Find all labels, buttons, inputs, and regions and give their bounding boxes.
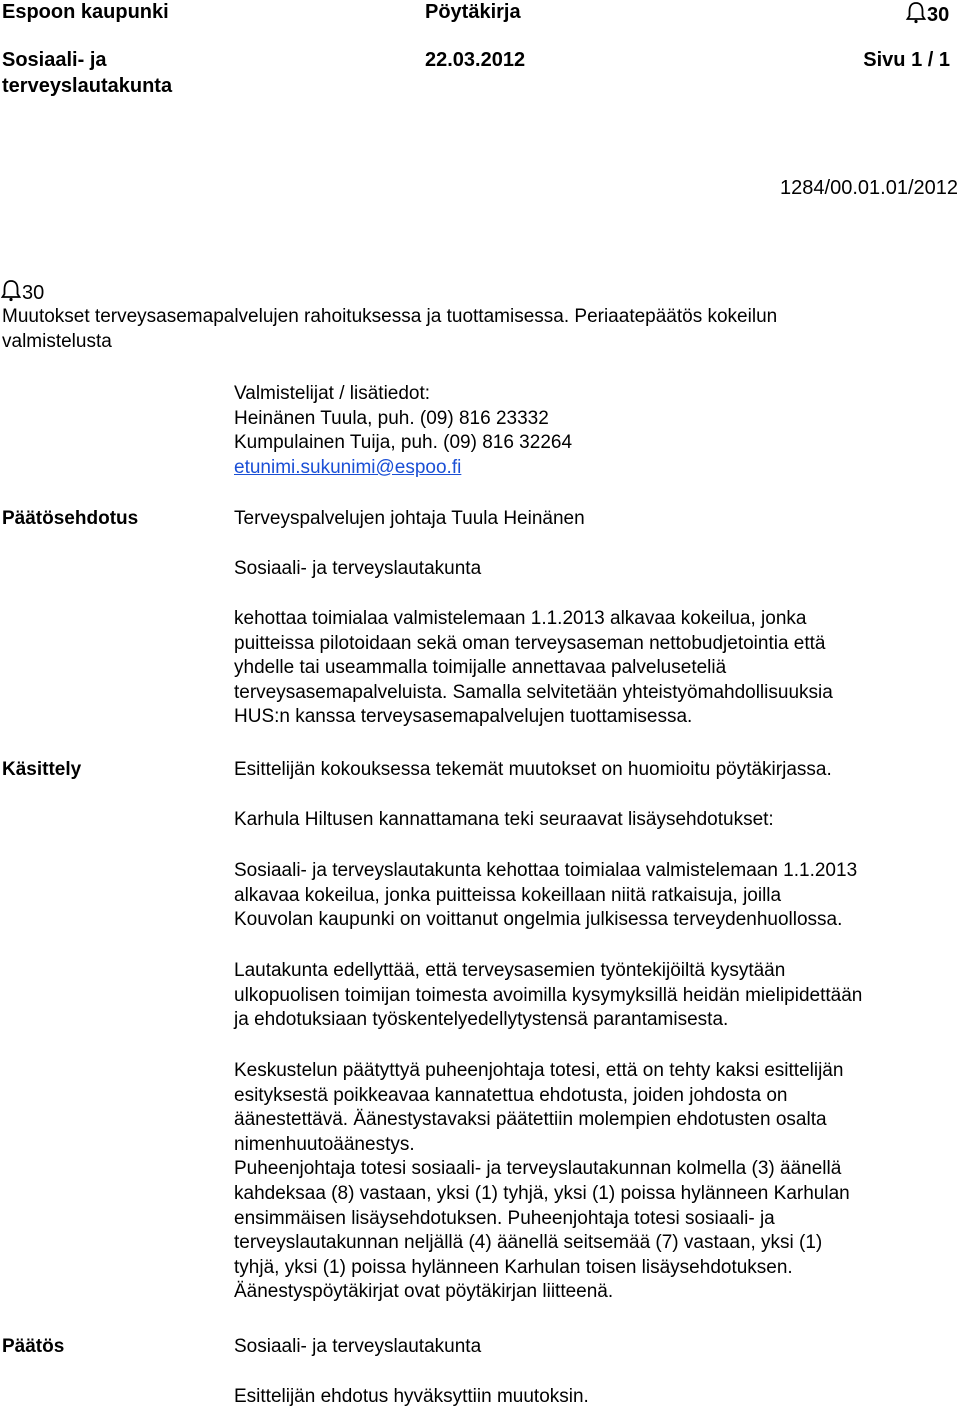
preparer-1: Heinänen Tuula, puh. (09) 816 23332: [234, 407, 549, 429]
text-line: HUS:n kanssa terveysasemapalvelujen tuottamisessa.: [234, 706, 693, 728]
text-line: puitteissa pilotoidaan sekä oman terveysaseman nettobudjetointia että: [234, 632, 826, 654]
item-number: 30: [0, 278, 44, 305]
processing-p5: [234, 1059, 958, 1305]
decision-text: Esittelijän ehdotus hyväksyttiin muutoksin.: [234, 1386, 589, 1407]
processing-p4: [234, 959, 958, 1033]
text-line: Kouvolan kaupunki on voittanut ongelmia julkisessa terveydenhuollossa.: [234, 909, 843, 931]
text-line: Keskustelun päätyttyä puheenjohtaja totesi, että on tehty kaksi esittelijän: [234, 1060, 844, 1081]
preparer-2: Kumpulainen Tuija, puh. (09) 816 32264: [234, 432, 573, 454]
committee-name-line1: Sosiaali- ja: [2, 49, 107, 71]
bell-icon: [905, 0, 927, 26]
processing-p1: Esittelijän kokouksessa tekemät muutokset on huomioitu pöytäkirjassa.: [234, 759, 832, 780]
text-line: ensimmäisen lisäysehdotuksen. Puheenjohtaja totesi sosiaali- ja: [234, 1207, 775, 1229]
text-line: äänestettävä. Äänestystavaksi päätettiin molempien ehdotusten osalta: [234, 1109, 827, 1131]
proposal-text: [234, 607, 958, 730]
preparers-label: Valmistelijat / lisätiedot:: [234, 383, 431, 404]
text-line: Puheenjohtaja totesi sosiaali- ja terveyslautakunnan kolmella (3) äänellä: [234, 1158, 842, 1180]
text-line: kahdeksaa (8) vastaan, yksi (1) tyhjä, yksi (1) poissa hylänneen Karhulan: [234, 1182, 850, 1204]
text-line: terveyslautakunnan neljällä (4) äänellä seitsemää (7) vastaan, yksi (1): [234, 1232, 823, 1254]
preparers-block: [234, 382, 958, 480]
decision-label: Päätös: [2, 1336, 65, 1357]
text-line: yhdelle tai useammalla toimijalle annettavaa palveluseteliä: [234, 657, 727, 679]
text-line: nimenhuutoäänestys.: [234, 1133, 415, 1155]
page-number: Sivu 1 / 1: [863, 49, 950, 71]
proposal-presenter: Terveyspalvelujen johtaja Tuula Heinänen: [234, 508, 585, 529]
text-line: Lautakunta edellyttää, että terveysasemien työntekijöiltä kysytään: [234, 960, 786, 981]
proposal-body-name: Sosiaali- ja terveyslautakunta: [234, 558, 482, 579]
text-line: alkavaa kokeilua, jonka puitteissa kokeillaan niitä ratkaisuja, joilla: [234, 884, 782, 906]
processing-p3: [234, 859, 958, 933]
text-line: esityksestä poikkeavaa kannatettua ehdotusta, joiden johdosta on: [234, 1084, 788, 1106]
item-title-line1: Muutokset terveysasemapalvelujen rahoituksessa ja tuottamisessa. Periaatepäätös kokeilun: [2, 306, 778, 327]
text-line: kehottaa toimialaa valmistelemaan 1.1.2013 alkavaa kokeilua, jonka: [234, 608, 807, 629]
text-line: tyhjä, yksi (1) poissa hylänneen Karhulan toisen lisäysehdotuksen.: [234, 1256, 793, 1278]
processing-label: Käsittely: [2, 759, 82, 780]
text-line: ja ehdotuksiaan työskentelyedellytystensä parantamisesta.: [234, 1009, 729, 1031]
diary-number: 1284/00.01.01/2012: [780, 177, 958, 199]
email-link[interactable]: etunimi.sukunimi@espoo.fi: [234, 456, 462, 478]
org-name: Espoon kaupunki: [2, 1, 169, 23]
text-line: Sosiaali- ja terveyslautakunta kehottaa toimialaa valmistelemaan 1.1.2013: [234, 860, 858, 881]
meeting-date: 22.03.2012: [425, 49, 526, 71]
processing-p2: Karhula Hiltusen kannattamana teki seuraavat lisäysehdotukset:: [234, 809, 774, 830]
header-section-number: 30: [905, 0, 949, 27]
proposal-label: Päätösehdotus: [2, 508, 139, 529]
decision-body-name: Sosiaali- ja terveyslautakunta: [234, 1336, 482, 1357]
text-line: Äänestyspöytäkirjat ovat pöytäkirjan liitteenä.: [234, 1281, 614, 1303]
text-line: ulkopuolisen toimijan toimesta avoimilla kysymyksillä heidän mielipidettään: [234, 984, 863, 1006]
document-type: Pöytäkirja: [425, 1, 521, 23]
bell-icon: [0, 278, 22, 304]
text-line: terveysasemapalveluista. Samalla selvitetään yhteistyömahdollisuuksia: [234, 681, 833, 703]
committee-name-line2: terveyslautakunta: [2, 75, 173, 97]
item-title-line2: valmistelusta: [2, 331, 112, 352]
